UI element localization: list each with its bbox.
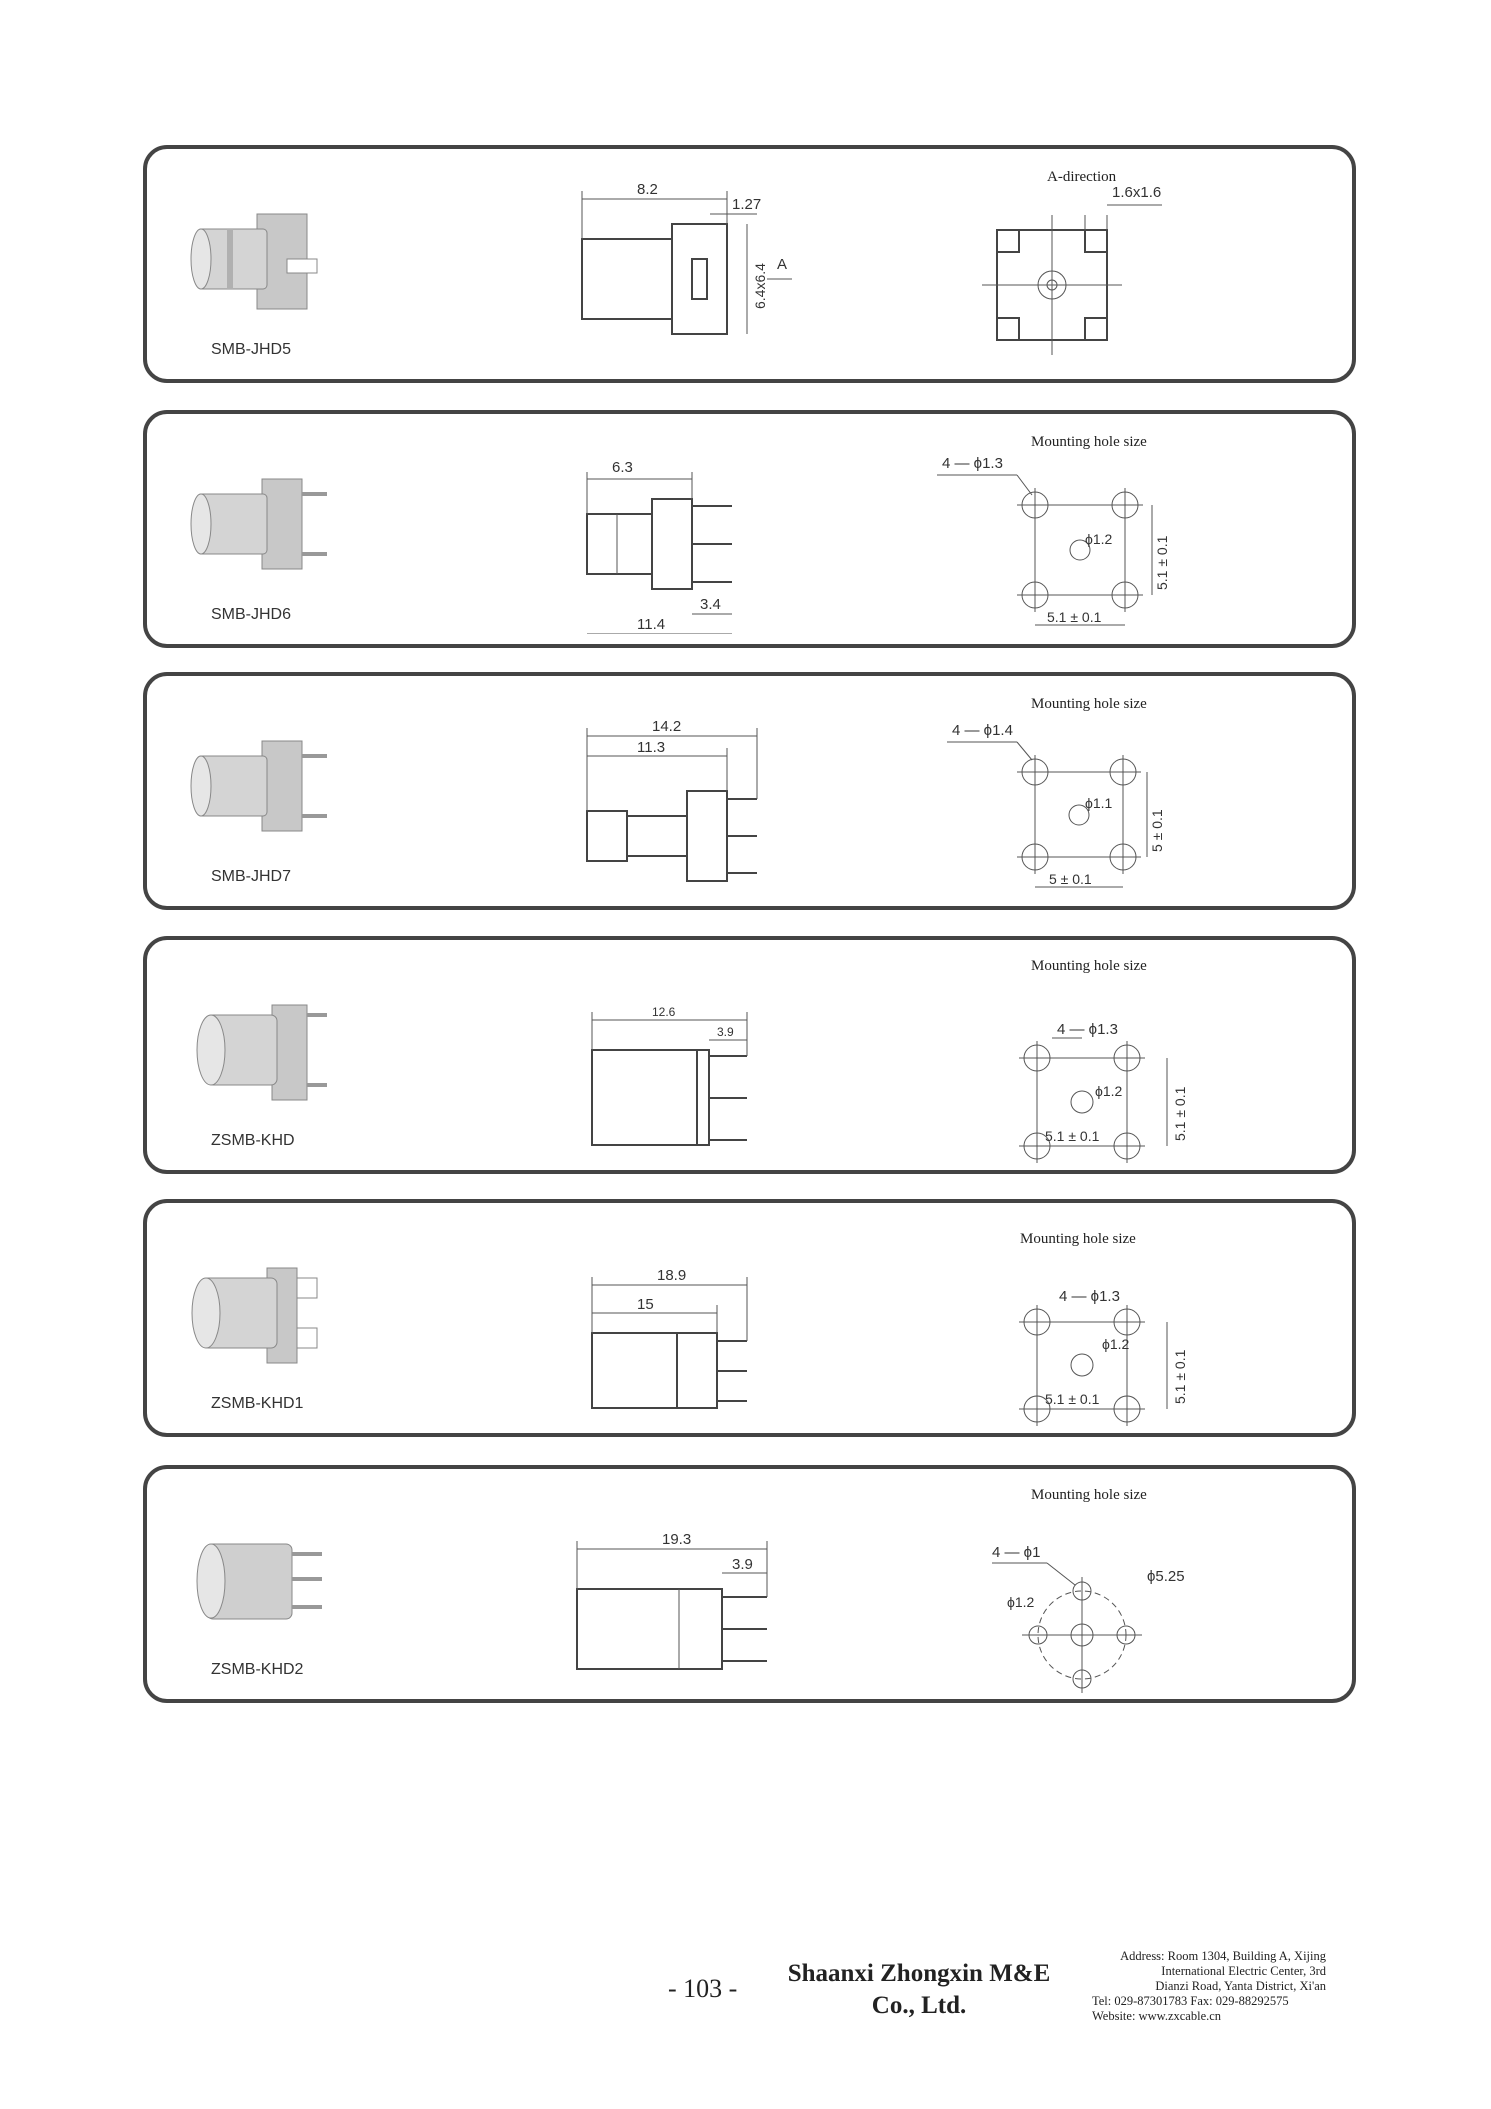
dimension-drawing: [567, 1223, 847, 1423]
dim-body: 11.3: [637, 739, 666, 756]
dimension-drawing: [567, 696, 847, 896]
dim-length: 8.2: [637, 181, 658, 198]
dim-total: 18.9: [657, 1267, 687, 1284]
hole-pitch-horizontal: 5.1 ± 0.1: [1047, 609, 1102, 625]
product-label: ZSMB-KHD1: [211, 1395, 304, 1412]
address-line1: Address: Room 1304, Building A, Xijing: [1120, 1949, 1326, 1963]
hole-diagram: [937, 1229, 1237, 1429]
dim-body: 6.4x6.4: [752, 263, 768, 309]
product-label: SMB-JHD5: [211, 341, 292, 358]
hole-pitch-vertical: 5 ± 0.1: [1149, 809, 1165, 852]
tel-fax: Tel: 029-87301783 Fax: 029-88292575: [1092, 1994, 1289, 2008]
panel-title: Mounting hole size: [1031, 958, 1147, 974]
hole-center-size: ϕ1.2: [1102, 1336, 1130, 1352]
contact-block: [1092, 1949, 1332, 2024]
dimension-drawing: [567, 434, 847, 634]
address-line2: International Electric Center, 3rd: [1161, 1964, 1326, 1978]
hole-count-size: 4 — ϕ1.3: [1059, 1288, 1120, 1305]
connector-photo: [187, 1519, 327, 1639]
panel-title: Mounting hole size: [1031, 696, 1147, 712]
connector-photo: [187, 1253, 327, 1373]
product-panel-zsmb-khd1: [143, 1199, 1356, 1437]
dim-length: 6.3: [612, 459, 633, 476]
company-name: [774, 1958, 1064, 2022]
website: Website: www.zxcable.cn: [1092, 2009, 1222, 2023]
dim-total: 14.2: [652, 718, 682, 735]
panel-title: Mounting hole size: [1020, 1231, 1136, 1247]
company-name-line2: Co., Ltd.: [871, 1992, 967, 2019]
dim-direction: A: [777, 256, 788, 273]
panel-title: A-direction: [1047, 169, 1117, 185]
connector-photo: [187, 726, 327, 846]
hole-pitch-horizontal: 5 ± 0.1: [1049, 871, 1092, 887]
product-label: SMB-JHD7: [211, 868, 292, 885]
dim-total: 19.3: [662, 1531, 692, 1548]
hole-count-size: 4 — ϕ1.4: [952, 722, 1013, 739]
hole-diagram: [937, 966, 1237, 1166]
panel-title: Mounting hole size: [1031, 1487, 1147, 1503]
dimension-drawing: [567, 169, 847, 369]
connector-photo: [187, 990, 327, 1110]
product-panel-smb-jhd6: [143, 410, 1356, 648]
hole-center-size: ϕ1.2: [1095, 1083, 1123, 1099]
dim-pin: 3.9: [732, 1556, 753, 1573]
dim-total: 11.4: [637, 616, 666, 633]
page-number: - 103 -: [668, 1974, 738, 2003]
hole-center-size: ϕ1.1: [1085, 795, 1113, 811]
dim-pin: 3.9: [717, 1025, 734, 1039]
hole-pitch-vertical: 5.1 ± 0.1: [1172, 1349, 1188, 1404]
hole-diagram: [937, 175, 1237, 375]
product-panel-zsmb-khd2: [143, 1465, 1356, 1703]
hole-pitch-horizontal: 5.1 ± 0.1: [1045, 1128, 1100, 1144]
product-panel-smb-jhd5: [143, 145, 1356, 383]
hole-pitch-vertical: 5.1 ± 0.1: [1154, 535, 1170, 590]
product-label: ZSMB-KHD2: [211, 1661, 304, 1678]
product-panel-zsmb-khd: [143, 936, 1356, 1174]
dim-pin: 3.4: [700, 596, 721, 613]
address-line3: Dianzi Road, Yanta District, Xi'an: [1155, 1979, 1326, 1993]
hole-pitch-vertical: 5.1 ± 0.1: [1172, 1086, 1188, 1141]
company-name-line1: Shaanxi Zhongxin M&E: [787, 1960, 1051, 1987]
hole-center-size: ϕ1.2: [1007, 1594, 1035, 1610]
dimension-drawing: [567, 960, 847, 1160]
panel-title: Mounting hole size: [1031, 434, 1147, 450]
hole-pitch-horizontal: 5.1 ± 0.1: [1045, 1391, 1100, 1407]
hole-center-size: ϕ1.2: [1085, 531, 1113, 547]
hole-diagram: [937, 1495, 1237, 1695]
connector-photo: [187, 464, 327, 584]
hole-diagram: [937, 440, 1237, 640]
hole-diagram: [937, 702, 1237, 902]
connector-photo: [187, 199, 327, 319]
product-label: SMB-JHD6: [211, 606, 292, 623]
hole-count-size: 4 — ϕ1.3: [942, 455, 1003, 472]
hole-circle-size: ϕ5.25: [1147, 1568, 1185, 1585]
dim-body: 15: [637, 1296, 654, 1313]
hole-count-size: 4 — ϕ1: [992, 1544, 1041, 1561]
dim-total: 12.6: [652, 1005, 676, 1019]
hole-count-size: 4 — ϕ1.3: [1057, 1021, 1118, 1038]
dimension-drawing: [567, 1489, 847, 1689]
hole-size: 1.6x1.6: [1112, 184, 1162, 201]
product-label: ZSMB-KHD: [211, 1132, 295, 1149]
product-panel-smb-jhd7: [143, 672, 1356, 910]
dim-offset: 1.27: [732, 196, 762, 213]
